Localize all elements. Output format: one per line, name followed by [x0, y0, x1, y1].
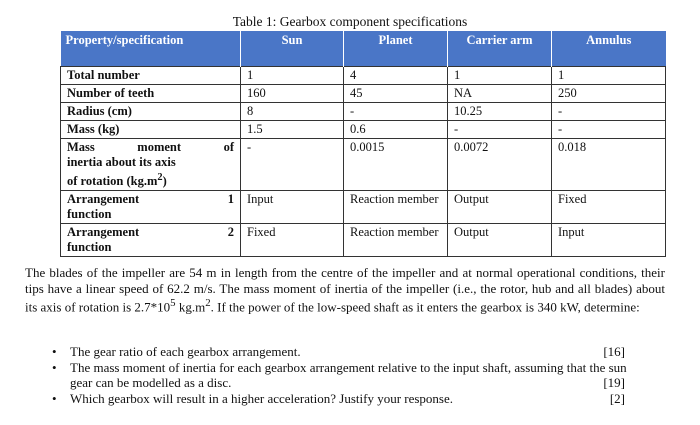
paragraph-text: The blades of the impeller are 54 m in length from the centre of the impeller and at normal operational conditions, their tips have a linear speed of 62.2 m/s. The mass moment of inertia of the impeller (i.e., the rotor, hub and all blades) about its axis of rotation is 2.7*10 — [25, 265, 665, 315]
cell-sun: 1.5 — [241, 121, 344, 139]
cell-annulus: - — [552, 121, 666, 139]
question-text: The gear ratio of each gearbox arrangement. — [70, 344, 301, 359]
cell-property: Number of teeth — [61, 85, 241, 103]
cell-property — [61, 191, 241, 224]
cell-carrier: 1 — [448, 67, 552, 85]
cell-planet: Reaction member — [344, 191, 448, 224]
cell-sun: - — [241, 139, 344, 191]
cell-carrier: NA — [448, 85, 552, 103]
property-line: of rotation (kg.m — [67, 174, 158, 189]
cell-carrier: Output — [448, 224, 552, 257]
exponent: 5 — [170, 297, 176, 309]
cell-carrier: 10.25 — [448, 103, 552, 121]
cell-carrier: Output — [448, 191, 552, 224]
header-carrier-arm: Carrier arm — [448, 31, 552, 67]
property-line: Arrangement 1 — [67, 192, 234, 207]
cell-annulus: - — [552, 103, 666, 121]
list-item — [25, 344, 665, 360]
cell-property: Radius (cm) — [61, 103, 241, 121]
question-marks: [16] — [603, 344, 625, 359]
cell-annulus: 0.018 — [552, 139, 666, 191]
table-row — [61, 103, 666, 121]
property-line: inertia about its axis — [67, 155, 176, 169]
cell-planet: - — [344, 103, 448, 121]
table-row — [61, 85, 666, 103]
table-caption: Table 1: Gearbox component specifications — [232, 14, 468, 29]
cell-sun: Fixed — [241, 224, 344, 257]
cell-planet: 0.0015 — [344, 139, 448, 191]
table-header-row — [61, 31, 666, 67]
cell-annulus: Input — [552, 224, 666, 257]
cell-annulus: 1 — [552, 67, 666, 85]
cell-planet: 0.6 — [344, 121, 448, 139]
header-property: Property/specification — [61, 31, 241, 67]
exponent: 2 — [205, 297, 211, 309]
cell-annulus: Fixed — [552, 191, 666, 224]
specifications-table — [60, 31, 666, 257]
cell-planet: 45 — [344, 85, 448, 103]
paragraph-text: . If the power of the low-speed shaft as it enters the gearbox is 340 kW, determine: — [210, 299, 640, 315]
list-item — [25, 360, 665, 391]
table-row — [61, 67, 666, 85]
property-line: Arrangement 2 — [67, 225, 234, 240]
table-row — [61, 121, 666, 139]
property-line: Mass moment of — [67, 140, 234, 154]
question-list — [25, 344, 665, 406]
property-line: function — [67, 240, 112, 255]
paragraph-text: kg.m — [175, 299, 206, 315]
bullet-icon: • — [52, 359, 57, 375]
table-row — [61, 224, 666, 257]
bullet-icon: • — [52, 344, 57, 359]
question-marks: [2] — [609, 390, 625, 406]
cell-carrier: - — [448, 121, 552, 139]
question-text: Which gearbox will result in a higher acceleration? Justify your response. — [70, 390, 454, 406]
cell-planet: Reaction member — [344, 224, 448, 257]
bullet-icon: • — [52, 390, 57, 406]
cell-sun: 160 — [241, 85, 344, 103]
cell-sun: 8 — [241, 103, 344, 121]
table-row — [61, 139, 666, 191]
cell-property: Mass (kg) — [61, 121, 241, 139]
table-row — [61, 191, 666, 224]
cell-carrier: 0.0072 — [448, 139, 552, 191]
list-item — [25, 391, 665, 407]
property-line: function — [67, 207, 112, 222]
cell-planet: 4 — [344, 67, 448, 85]
header-planet: Planet — [344, 31, 448, 67]
problem-paragraph — [25, 265, 665, 315]
cell-property: Total number — [61, 67, 241, 85]
property-superscript: 2 — [157, 172, 163, 183]
cell-sun: Input — [241, 191, 344, 224]
header-sun: Sun — [241, 31, 344, 67]
question-text: The mass moment of inertia for each gearbox arrangement relative to the input shaft, assuming that the sun gear can be modelled as a disc. — [70, 359, 627, 390]
question-marks: [19] — [603, 375, 625, 390]
cell-sun: 1 — [241, 67, 344, 85]
cell-annulus: 250 — [552, 85, 666, 103]
cell-property — [61, 224, 241, 257]
property-close: ) — [162, 174, 167, 189]
header-annulus: Annulus — [552, 31, 666, 67]
cell-property — [61, 139, 241, 191]
